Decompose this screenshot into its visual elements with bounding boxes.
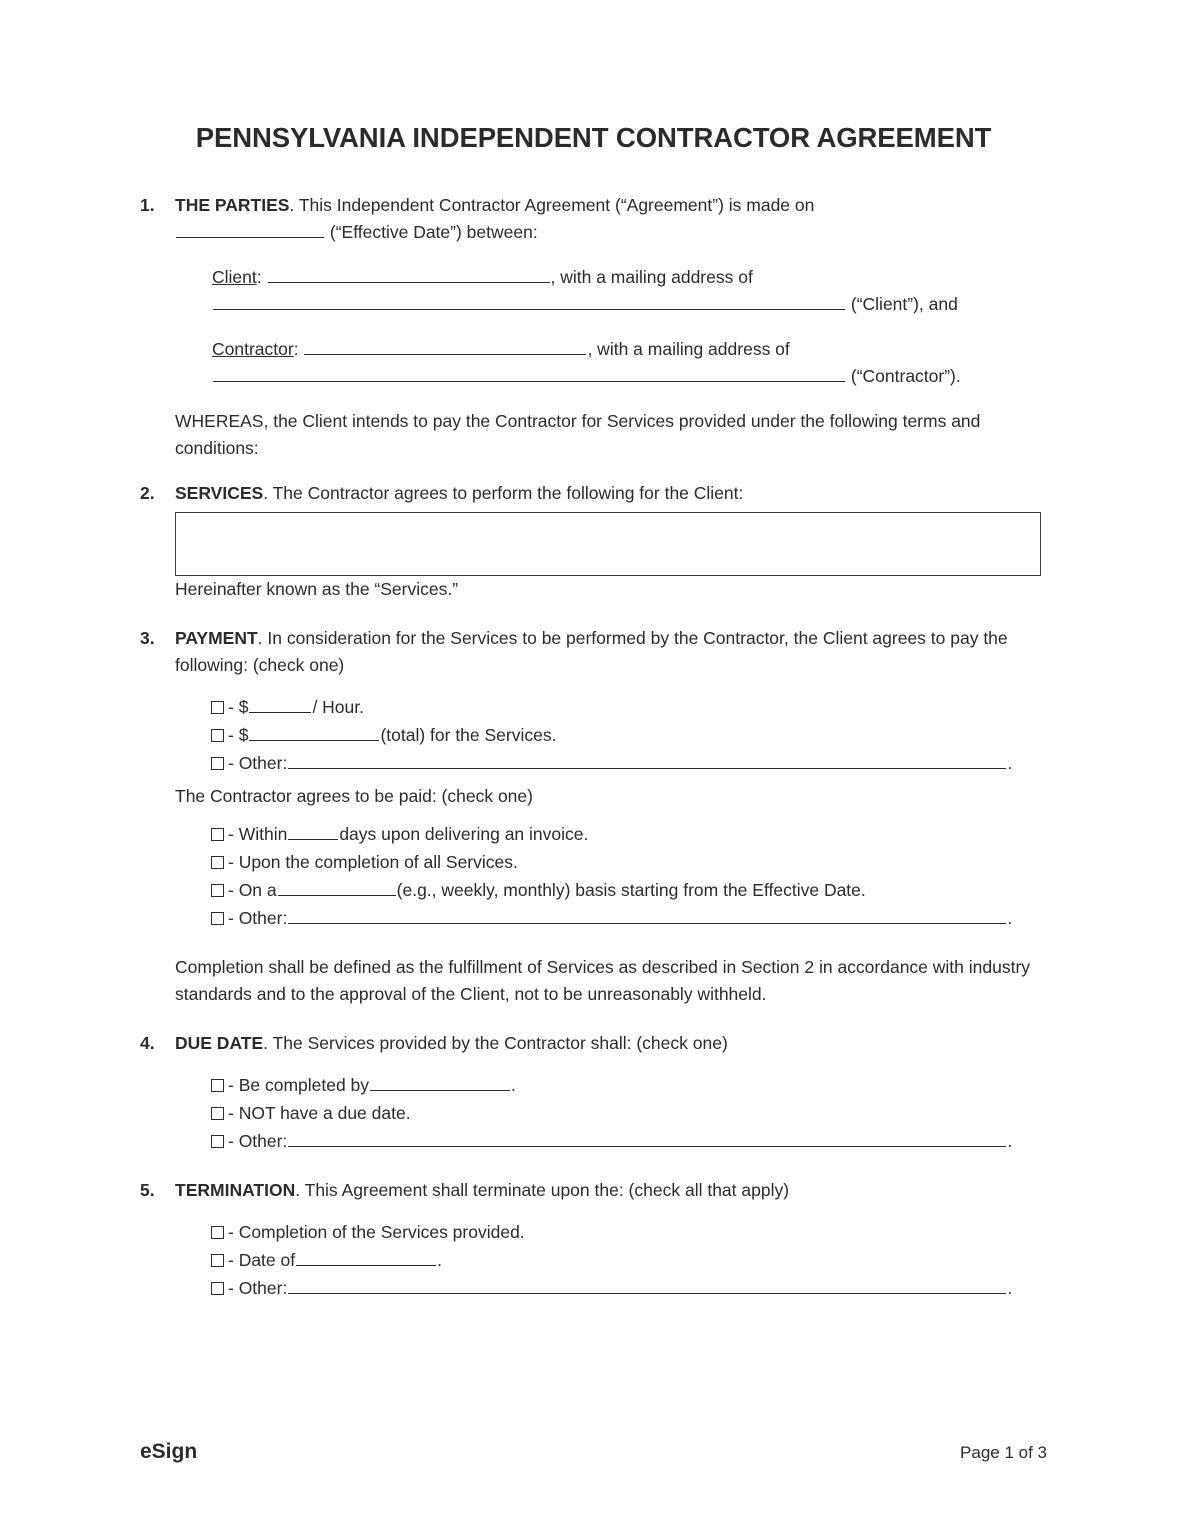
page-number-indicator: Page 1 of 3: [960, 1443, 1047, 1462]
due-date-option-other[interactable]: [211, 1127, 1045, 1155]
client-party-block: [212, 264, 1045, 318]
payment-option-other-before: - Other:: [228, 753, 288, 773]
payment-intro-text: . In consideration for the Services to be performed by the Contractor, the Client agrees to pay the following: (check one): [175, 628, 1008, 675]
schedule-option-within-after: days upon delivering an invoice.: [339, 824, 589, 844]
schedule-option-other[interactable]: [211, 904, 1045, 932]
section-number-5: 5.: [140, 1180, 155, 1200]
contractor-colon: :: [293, 339, 299, 359]
checkbox-icon-payment-hourly[interactable]: [211, 701, 224, 714]
contractor-party-block: [212, 336, 1045, 390]
termination-option-other-before: - Other:: [228, 1278, 288, 1298]
due-date-option-completed-by-after: .: [511, 1075, 516, 1095]
termination-other-blank[interactable]: [288, 1276, 1006, 1294]
section-number-3: 3.: [140, 628, 155, 648]
schedule-option-upon-completion[interactable]: [211, 848, 1045, 876]
section-heading-payment: PAYMENT: [175, 628, 258, 648]
section-heading-services: SERVICES: [175, 483, 264, 503]
payment-other-blank[interactable]: [288, 751, 1006, 769]
hourly-rate-blank[interactable]: [249, 695, 311, 713]
due-date-options: [211, 1071, 1045, 1155]
completion-definition-paragraph: Completion shall be defined as the fulfillment of Services as described in Section 2 in accordance with industry standards and to the approval of the Client, not to be unreasonably withheld.: [175, 957, 1031, 1004]
section-the-parties: [140, 192, 1045, 246]
contractor-label: Contractor: [212, 339, 294, 359]
section-body-1: [175, 192, 1045, 246]
payment-option-hourly-before: - $: [228, 697, 249, 717]
section-heading-due-date: DUE DATE: [175, 1033, 264, 1053]
checkbox-icon-schedule-other[interactable]: [211, 912, 224, 925]
section-body-3: [175, 625, 1045, 679]
checkbox-icon-termination-other[interactable]: [211, 1282, 224, 1295]
schedule-option-other-before: - Other:: [228, 908, 288, 928]
termination-option-completion[interactable]: [211, 1218, 1045, 1246]
effective-date-blank[interactable]: [176, 220, 324, 238]
due-date-option-no-due-date[interactable]: [211, 1099, 1045, 1127]
schedule-option-upon-completion-text: - Upon the completion of all Services.: [228, 852, 518, 872]
schedule-option-within-before: - Within: [228, 824, 288, 844]
schedule-option-recurring[interactable]: [211, 876, 1045, 904]
termination-option-completion-text: - Completion of the Services provided.: [228, 1222, 525, 1242]
due-date-option-completed-by[interactable]: [211, 1071, 1045, 1099]
client-name-suffix: , with a mailing address of: [550, 267, 753, 287]
schedule-other-blank[interactable]: [288, 906, 1006, 924]
checkbox-icon-schedule-upon-completion[interactable]: [211, 856, 224, 869]
hereinafter-services-note: Hereinafter known as the “Services.”: [175, 579, 459, 599]
checkbox-icon-termination-date[interactable]: [211, 1254, 224, 1267]
section-body-2: [175, 480, 1045, 507]
payment-schedule-intro: The Contractor agrees to be paid: (check one): [175, 786, 533, 806]
services-intro-text: . The Contractor agrees to perform the following for the Client:: [263, 483, 744, 503]
due-date-option-other-after: .: [1007, 1131, 1013, 1151]
payment-option-other-after: .: [1007, 753, 1013, 773]
checkbox-icon-payment-other[interactable]: [211, 757, 224, 770]
section-body-5: [175, 1177, 1045, 1204]
checkbox-icon-schedule-within-days[interactable]: [211, 828, 224, 841]
total-amount-blank[interactable]: [249, 723, 379, 741]
page-title: PENNSYLVANIA INDEPENDENT CONTRACTOR AGREEMENT: [195, 122, 992, 154]
checkbox-icon-payment-total[interactable]: [211, 729, 224, 742]
payment-frequency-blank[interactable]: [278, 878, 396, 896]
section-body-4: [175, 1030, 1045, 1057]
due-date-blank[interactable]: [370, 1073, 510, 1091]
contractor-name-blank[interactable]: [304, 337, 586, 355]
termination-intro-text: . This Agreement shall terminate upon the: (check all that apply): [295, 1180, 790, 1200]
contractor-name-suffix: , with a mailing address of: [587, 339, 790, 359]
schedule-option-other-after: .: [1007, 908, 1013, 928]
contractor-address-blank[interactable]: [213, 364, 845, 382]
termination-date-blank[interactable]: [296, 1248, 436, 1266]
termination-option-date-before: - Date of: [228, 1250, 296, 1270]
page-footer: [140, 1440, 1047, 1464]
client-colon: :: [256, 267, 262, 287]
esign-logo: eSign: [140, 1440, 198, 1463]
payment-option-hourly-after: / Hour.: [312, 697, 364, 717]
client-label: Client: [212, 267, 257, 287]
payment-option-hourly[interactable]: [211, 693, 1045, 721]
document-body: [140, 192, 1045, 1302]
due-date-option-completed-by-before: - Be completed by: [228, 1075, 370, 1095]
section-due-date: [140, 1030, 1045, 1057]
due-date-option-other-before: - Other:: [228, 1131, 288, 1151]
section-payment: [140, 625, 1045, 679]
checkbox-icon-due-date-none[interactable]: [211, 1107, 224, 1120]
services-description-input[interactable]: [175, 512, 1041, 576]
payment-option-other[interactable]: [211, 749, 1045, 777]
termination-options: [211, 1218, 1045, 1302]
due-date-option-no-due-date-text: - NOT have a due date.: [228, 1103, 411, 1123]
payment-amount-options: [211, 693, 1045, 777]
section-number-4: 4.: [140, 1033, 155, 1053]
payment-option-total[interactable]: [211, 721, 1045, 749]
payment-option-total-after: (total) for the Services.: [380, 725, 557, 745]
checkbox-icon-termination-completion[interactable]: [211, 1226, 224, 1239]
section-termination: [140, 1177, 1045, 1204]
termination-option-date-after: .: [437, 1250, 442, 1270]
checkbox-icon-due-date-completed-by[interactable]: [211, 1079, 224, 1092]
checkbox-icon-schedule-recurring[interactable]: [211, 884, 224, 897]
client-address-blank[interactable]: [213, 292, 845, 310]
whereas-paragraph: WHEREAS, the Client intends to pay the Contractor for Services provided under the following terms and conditions:: [175, 411, 981, 458]
section-number-1: 1.: [140, 195, 155, 215]
parties-intro-text: . This Independent Contractor Agreement (“Agreement”) is made on: [289, 195, 815, 215]
termination-option-other-after: .: [1007, 1278, 1013, 1298]
termination-option-date[interactable]: [211, 1246, 1045, 1274]
section-heading-the-parties: THE PARTIES: [175, 195, 290, 215]
invoice-days-blank[interactable]: [288, 822, 338, 840]
section-number-2: 2.: [140, 483, 155, 503]
section-heading-termination: TERMINATION: [175, 1180, 296, 1200]
schedule-option-recurring-before: - On a: [228, 880, 277, 900]
payment-schedule-options: [211, 820, 1045, 932]
termination-option-other[interactable]: [211, 1274, 1045, 1302]
payment-option-total-before: - $: [228, 725, 249, 745]
due-date-other-blank[interactable]: [288, 1129, 1006, 1147]
contractor-address-suffix: (“Contractor”).: [850, 366, 961, 386]
schedule-option-within-days[interactable]: [211, 820, 1045, 848]
checkbox-icon-due-date-other[interactable]: [211, 1135, 224, 1148]
effective-date-suffix: (“Effective Date”) between:: [329, 222, 538, 242]
due-date-intro-text: . The Services provided by the Contractor shall: (check one): [263, 1033, 728, 1053]
section-services: [140, 480, 1045, 507]
client-name-blank[interactable]: [268, 265, 550, 283]
client-address-suffix: (“Client”), and: [850, 294, 958, 314]
schedule-option-recurring-after: (e.g., weekly, monthly) basis starting from the Effective Date.: [396, 880, 866, 900]
